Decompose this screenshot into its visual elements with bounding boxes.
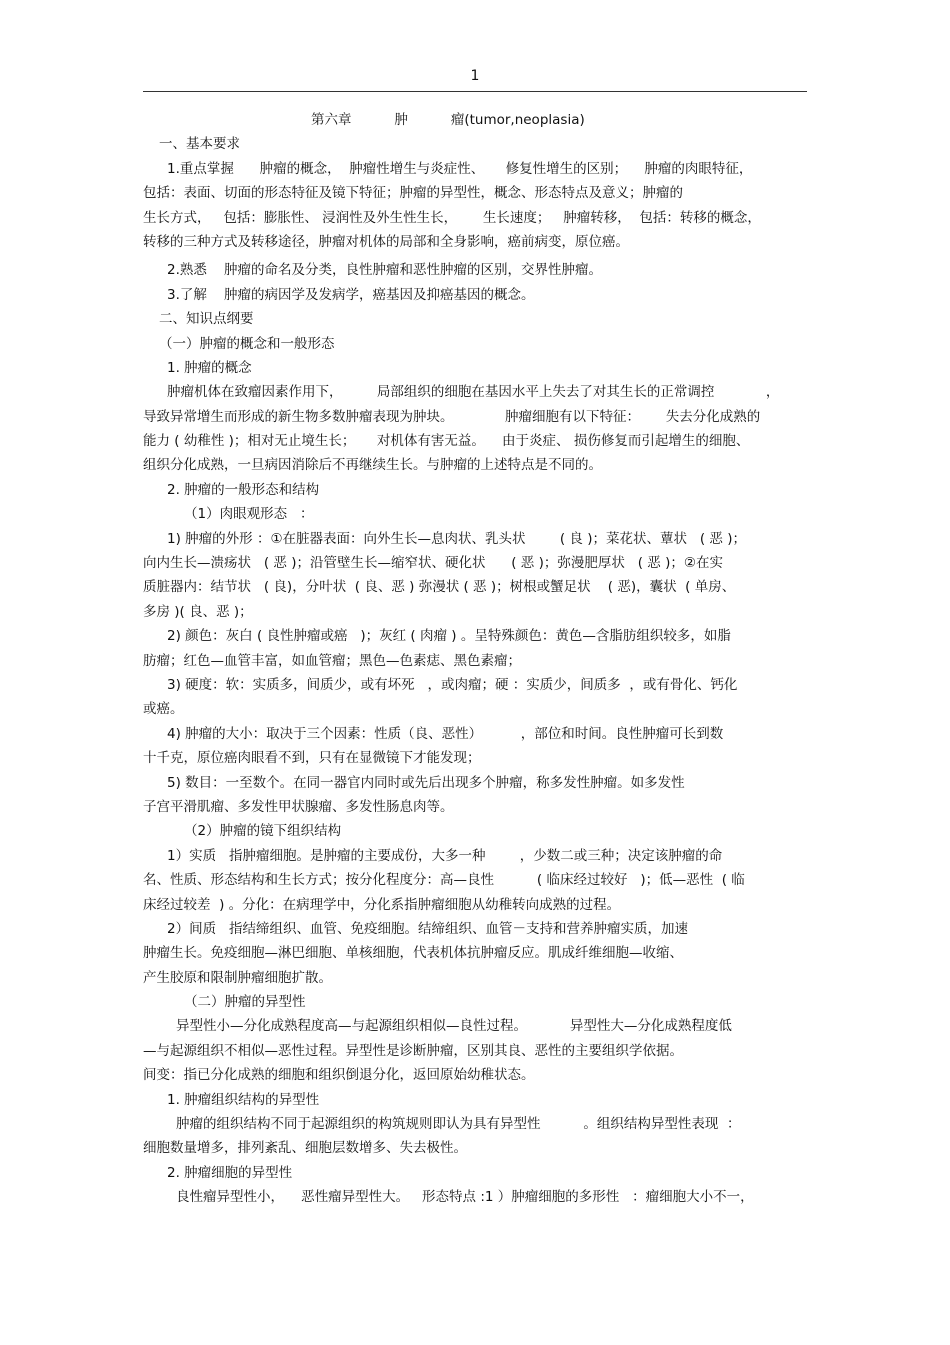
item-heading: （1）肉眼观形态 ：	[184, 506, 314, 523]
section-heading: 二、知识点纲要	[159, 311, 254, 328]
paragraph-line: 1) 肿瘤的外形 ：①在脏器表面：向外生长—息肉状、乳头状 ( 良 )；菜花状、蕈状 ( 恶 )；	[167, 530, 746, 547]
paragraph-line: 5) 数目：一至数个。在同一器官内同时或先后出现多个肿瘤，称多发性肿瘤。如多发性	[167, 774, 685, 791]
subsection-heading: （二）肿瘤的异型性	[184, 994, 306, 1011]
paragraph-line: 2.熟悉 肿瘤的命名及分类，良性肿瘤和恶性肿瘤的区别，交界性肿瘤。	[167, 262, 603, 279]
paragraph-line: 转移的三种方式及转移途径，肿瘤对机体的局部和全身影响，癌前病变，原位癌。	[143, 233, 629, 250]
paragraph-line: 生长方式， 包括：膨胀性、 浸润性及外生性生长， 生长速度； 肿瘤转移， 包括：转移的概念，	[143, 209, 761, 226]
header-rule	[143, 91, 807, 92]
paragraph-line: 异型性小—分化成熟程度高—与起源组织相似—良性过程。 异型性大—分化成熟程度低	[176, 1018, 732, 1035]
paragraph-line: 细胞数量增多，排列紊乱、细胞层数增多、失去极性。	[143, 1140, 467, 1157]
paragraph-line: 1）实质 指肿瘤细胞。是肿瘤的主要成份，大多一种 ，少数二或三种；决定该肿瘤的命	[167, 847, 723, 864]
paragraph-line: 良性瘤异型性小， 恶性瘤异型性大。 形态特点 :1 ）肿瘤细胞的多形性 ：瘤细胞大小不一，	[176, 1189, 754, 1206]
item-heading: 1. 肿瘤组织结构的异型性	[167, 1091, 320, 1108]
paragraph-line: 子宫平滑肌瘤、多发性甲状腺瘤、多发性肠息肉等。	[143, 798, 454, 815]
paragraph-line: 或癌。	[143, 701, 184, 718]
paragraph-line: 床经过较差 ) 。分化：在病理学中，分化系指肿瘤细胞从幼稚转向成熟的过程。	[143, 896, 621, 913]
paragraph-line: 能力 ( 幼稚性 )；相对无止境生长； 对机体有害无益。 由于炎症、 损伤修复而引起增生的细胞、	[143, 433, 750, 450]
item-heading: （2）肿瘤的镜下组织结构	[184, 823, 342, 840]
chapter-title: 第六章 肿 瘤(tumor,neoplasia)	[311, 112, 585, 128]
paragraph-line: 1.重点掌握 肿瘤的概念， 肿瘤性增生与炎症性、 修复性增生的区别； 肿瘤的肉眼特征，	[167, 160, 753, 177]
paragraph-line: 十千克，原位癌肉眼看不到，只有在显微镜下才能发现；	[143, 750, 481, 767]
paragraph-line: 3.了解 肿瘤的病因学及发病学，癌基因及抑癌基因的概念。	[167, 286, 535, 303]
page-number: 1	[470, 68, 480, 84]
paragraph-line: 产生胶原和限制肿瘤细胞扩散。	[143, 969, 332, 986]
section-heading: 一、基本要求	[159, 136, 240, 153]
paragraph-line: 4) 肿瘤的大小：取决于三个因素：性质（良、恶性） ，部位和时间。良性肿瘤可长到数	[167, 725, 724, 742]
paragraph-line: 包括：表面、切面的形态特征及镜下特征；肿瘤的异型性，概念、形态特点及意义；肿瘤的	[143, 185, 683, 202]
paragraph-line: 名、性质、形态结构和生长方式；按分化程度分：高—良性 ( 临床经过较好 )；低—恶性 ( 临	[143, 872, 745, 889]
item-heading: 2. 肿瘤细胞的异型性	[167, 1164, 293, 1181]
paragraph-line: 肿瘤的组织结构不同于起源组织的构筑规则即认为具有异型性 。组织结构异型性表现 ：	[176, 1116, 741, 1133]
subsection-heading: （一）肿瘤的概念和一般形态	[159, 335, 335, 352]
item-heading: 2. 肿瘤的一般形态和结构	[167, 481, 320, 498]
paragraph-line: 2）间质 指结缔组织、血管、免疫细胞。结缔组织、血管－支持和营养肿瘤实质，加速	[167, 920, 688, 937]
paragraph-line: 间变：指已分化成熟的细胞和组织倒退分化，返回原始幼稚状态。	[143, 1067, 535, 1084]
paragraph-line: 3) 硬度：软：实质多，间质少，或有坏死 ，或肉瘤；硬 ：实质少，间质多 ，或有骨化、钙化	[167, 676, 738, 693]
document-body	[143, 108, 813, 1210]
paragraph-line: 肪瘤；红色—血管丰富，如血管瘤；黑色—色素痣、黑色素瘤；	[143, 652, 521, 669]
paragraph-line: 2) 颜色：灰白 ( 良性肿瘤或癌 )；灰红 ( 肉瘤 ) 。呈特殊颜色：黄色—含脂肪组织较多，如脂	[167, 628, 731, 645]
item-heading: 1. 肿瘤的概念	[167, 359, 252, 376]
paragraph-line: 组织分化成熟，一旦病因消除后不再继续生长。与肿瘤的上述特点是不同的。	[143, 457, 602, 474]
paragraph-line: 向内生长—溃疡状 ( 恶 )；沿管壁生长—缩窄状、硬化状 ( 恶 )；弥漫肥厚状 ( 恶 )；②在实	[143, 555, 723, 572]
paragraph-line: 肿瘤机体在致瘤因素作用下， 局部组织的细胞在基因水平上失去了对其生长的正常调控 ，	[167, 384, 780, 401]
paragraph-line: 多房 )( 良、恶 )；	[143, 603, 253, 620]
paragraph-line: 导致异常增生而形成的新生物多数肿瘤表现为肿块。 肿瘤细胞有以下特征： 失去分化成熟的	[143, 408, 761, 425]
paragraph-line: 质脏器内：结节状 ( 良)，分叶状 ( 良、恶 ) 弥漫状 ( 恶 )；树根或蟹足状 ( 恶)，囊状 ( 单房、	[143, 579, 736, 596]
paragraph-line: 肿瘤生长。免疫细胞—淋巴细胞、单核细胞，代表机体抗肿瘤反应。肌成纤维细胞—收缩、	[143, 945, 683, 962]
paragraph-line: —与起源组织不相似—恶性过程。异型性是诊断肿瘤，区别其良、恶性的主要组织学依据。	[143, 1042, 683, 1059]
